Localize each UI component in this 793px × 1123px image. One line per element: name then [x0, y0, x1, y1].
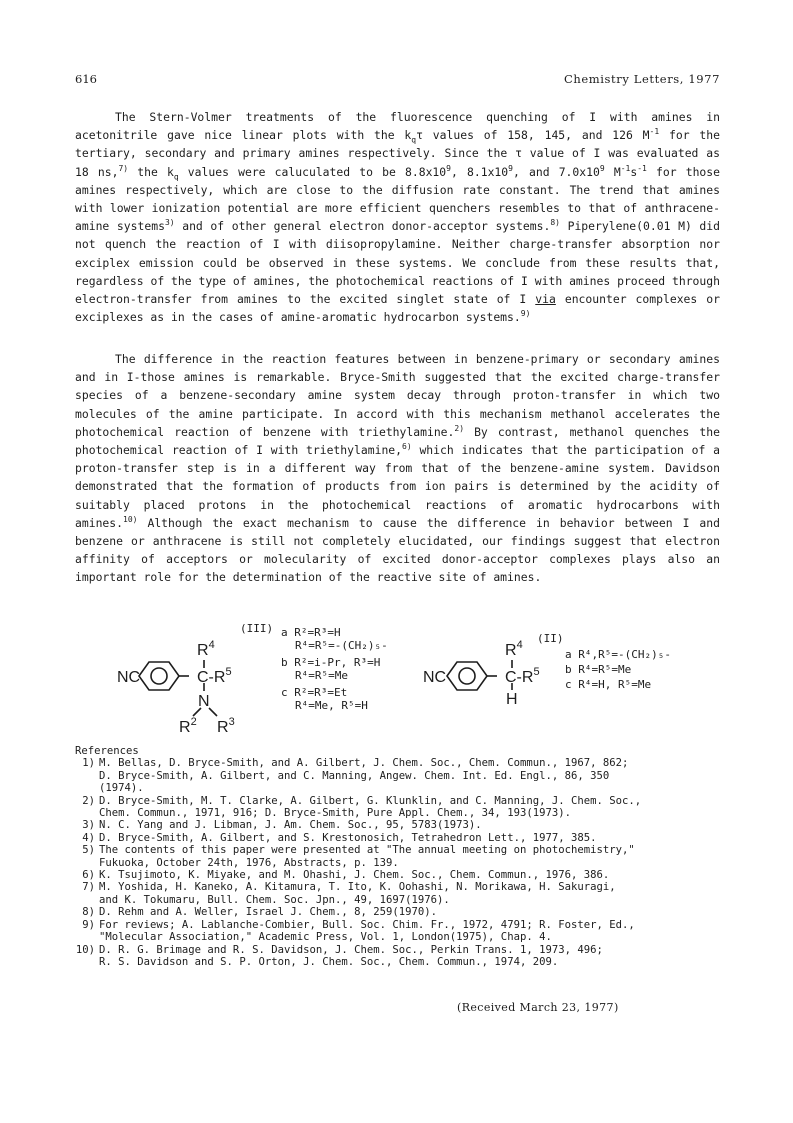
- compound-iii-label: (III): [240, 622, 274, 635]
- r4-label: $R^4$: [505, 639, 523, 659]
- h-label: H: [506, 691, 518, 708]
- reference-item: 1) M. Bellas, D. Bryce-Smith, and A. Gilbert, J. Chem. Soc., Chem. Commun., 1967, 862; D. Bryce-Smith, A. Gilbert, and C. Manning, Angew. Chem. Int. Ed. Engl., 86, 350 (1974).: [82, 757, 629, 795]
- r2-label: $R^2$: [179, 716, 197, 736]
- reference-item: 5) The contents of this paper were presented at "The annual meeting on photochemistry," Fukuoka, October 24th, 1976, Abstracts, p. 139.: [82, 844, 635, 869]
- reference-item: 4) D. Bryce-Smith, A. Gilbert, and S. Krestonosich, Tetrahedron Lett., 1977, 385.: [82, 831, 597, 844]
- structure-iii: [93, 628, 268, 736]
- via-italic: via: [535, 292, 556, 307]
- reference-item: 9) For reviews; A. Lablanche-Combier, Bull. Soc. Chim. Fr., 1972, 4791; R. Foster, Ed., "Molecular Association," Academic Press, Vol. 1, London(1975), Chap. 4.: [82, 918, 635, 944]
- reference-item: 10) D. R. G. Brimage and R. S. Davidson, J. Chem. Soc., Perkin Trans. 1, 1973, 496; R. S. Davidson and S. P. Orton, J. Chem. Soc., Chem. Commun., 1974, 209.: [75, 943, 603, 968]
- c-r5-label: $C-R^5$: [505, 666, 540, 686]
- paragraph-2: The difference in the reaction features between in benzene-primary or secondary amines and in I-those amines is remarkable. Bryce-Smith suggested that the excited charge-transfer species of a benzene-secondary amine system decay through proton-transfer in which two molecules of the amine participate. In accord with this mechanism methanol accelerates the photochemical reaction of benzene with triethylamine.$^{2)}$ By contrast, methanol quenches the photochemical reaction of I with triethylamine,$^{6)}$ which indicates that the participation of a proton-transfer step is in a different way from that of the benzene-amine system. Davidson demonstrated that the formation of products from ion pairs is determined by the acidity of suitably placed protons in the photochemical reactions of aromatic hydrocarbons with amines.$^{10)}$ Although the exact mechanism to cause the difference in behavior between I and benzene or anthracene is still not completely elucidated, our findings suggest that electron affinity of acceptors or molecularity of excited donor-acceptor complexes plays also an important role for the determination of the reactive site of amines.: [75, 352, 720, 585]
- compound-ii-substituents: a R⁴,R⁵=-(CH₂)₅- b R⁴=R⁵=Me c R⁴=H, R⁵=Me: [565, 648, 671, 691]
- journal-header: Chemistry Letters, 1977: [563, 72, 720, 86]
- reference-item: 6) K. Tsujimoto, K. Miyake, and M. Ohashi, J. Chem. Soc., Chem. Commun., 1976, 386.: [82, 869, 610, 882]
- reference-item: 8) D. Rehm and A. Weller, Israel J. Chem., 8, 259(1970).: [82, 906, 438, 919]
- reference-item: 7) M. Yoshida, H. Kaneko, A. Kitamura, T. Ito, K. Oohashi, N. Morikawa, H. Sakuragi, and K. Tokumaru, Bull. Chem. Soc. Jpn., 49, 1697(1976).: [82, 881, 616, 906]
- reference-item: 2) D. Bryce-Smith, M. T. Clarke, A. Gilbert, G. Klunklin, and C. Manning, J. Chem. Soc., Chem. Commun., 1971, 916; D. Bryce-Smith, Pure Appl. Chem., 34, 193(1973).: [82, 794, 642, 820]
- r4-label: $R^4$: [197, 639, 215, 659]
- references-heading: References: [75, 745, 139, 757]
- compound-ii-label: (II): [537, 632, 564, 645]
- r3-label: $R^3$: [217, 716, 235, 736]
- compound-iii-substituents: a R²=R³=H R⁴=R⁵=-(CH₂)₅- b R²=i-Pr, R³=H R⁴=R⁵=Me c R²=R³=Et R⁴=Me, R⁵=H: [281, 626, 388, 712]
- references-section: [75, 745, 735, 968]
- n-label: N: [198, 693, 210, 710]
- reference-item: 3) N. C. Yang and J. Libman, J. Am. Chem. Soc., 95, 5783(1973).: [82, 819, 482, 832]
- c-r5-label: $C-R^5$: [197, 666, 232, 686]
- paragraph-1: The Stern-Volmer treatments of the fluorescence quenching of I with amines in acetonitrile gave nice linear plots with the $k_q\tau$ values of 158, 145, and 126 $M^{-1}$ for the tertiary, secondary and primary amines respectively. Since the τ value of I was evaluated as 18 ns,$^{7)}$ the $k_q$ values were caluculated to be $8.8x10^9$, $8.1x10^9$, and $7.0x10^9$ $M^{-1}s^{-1}$ for those amines respectively, which are close to the diffusion rate constant. The trend that amines with lower ionization potential are more efficient quenchers resembles to that of anthracene-amine systems$^{3)}$ and of other general electron donor-acceptor systems.$^{8)}$ Piperylene(0.01 M) did not quench the reaction of I with diisopropylamine. Neither charge-transfer absorption nor exciplex emission could be observed in these systems. We conclude from these results that, regardless of the type of amines, the photochemical reactions of I with amines proceed through electron-transfer from amines to the excited singlet state of I via encounter complexes or exciplexes as in the cases of amine-aromatic hydrocarbon systems.$^{9)}$: [75, 110, 721, 325]
- received-date: (Received March 23, 1977): [457, 1001, 619, 1014]
- nc-label: NC: [423, 669, 447, 686]
- nc-label: NC: [117, 669, 141, 686]
- page-number: 616: [75, 72, 97, 86]
